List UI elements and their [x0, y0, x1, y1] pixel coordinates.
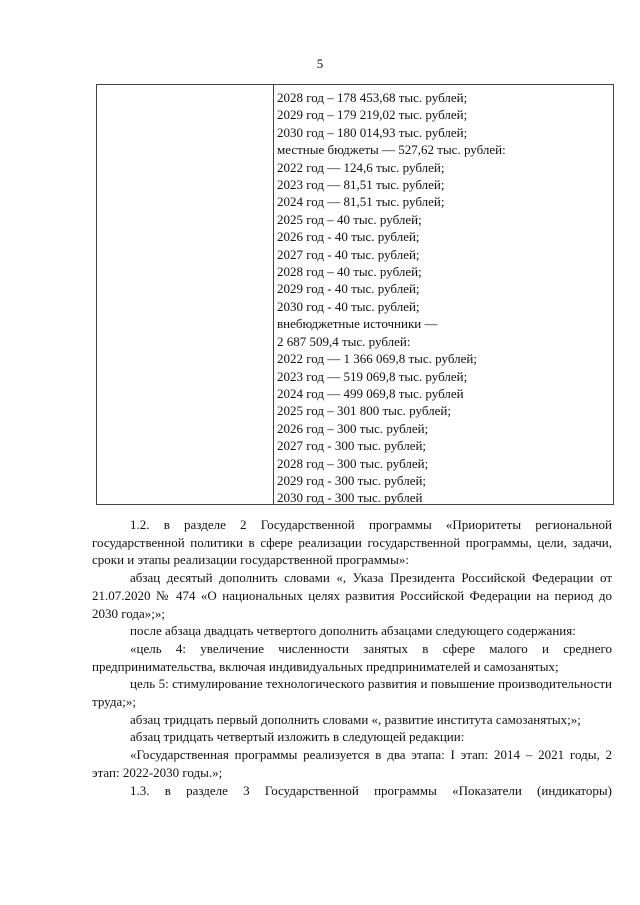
funding-line: 2023 год — 519 069,8 тыс. рублей; [277, 368, 468, 384]
funding-line: 2024 год — 499 069,8 тыс. рублей [277, 385, 464, 401]
funding-line: 2030 год – 180 014,93 тыс. рублей; [277, 124, 468, 140]
paragraph-stages: «Государственная программы реализуется в два этапа: I этап: 2014 – 2021 годы, 2 этап: 2022-2030 годы.»; [92, 747, 612, 780]
document-body [92, 516, 612, 799]
funding-line: 2030 год - 40 тыс. рублей; [277, 298, 420, 314]
paragraph-abzac-34: абзац тридцать четвертый изложить в следующей редакции: [130, 729, 465, 745]
funding-line: 2027 год - 40 тыс. рублей; [277, 246, 420, 262]
funding-line: 2028 год – 300 тыс. рублей; [277, 455, 429, 471]
funding-line: 2022 год — 1 366 069,8 тыс. рублей; [277, 351, 477, 367]
funding-line: 2028 год – 178 453,68 тыс. рублей; [277, 90, 468, 105]
funding-line: 2024 год — 81,51 тыс. рублей; [277, 194, 445, 210]
funding-line: 2029 год - 40 тыс. рублей; [277, 281, 420, 297]
funding-line: 2026 год - 40 тыс. рублей; [277, 229, 420, 245]
paragraph-section-2-heading: 1.2. в разделе 2 Государственной программы «Приоритеты региональной государственной политики в сфере реализации государственной программы, цели, задачи, сроки и этапы реализации государственной программы»: [92, 517, 612, 568]
funding-line: 2025 год – 301 800 тыс. рублей; [277, 403, 451, 419]
paragraph-goal-5: цель 5: стимулирование технологического развития и повышение производительности труда;»; [92, 676, 612, 710]
table-column-divider [273, 85, 274, 504]
funding-line: 2028 год – 40 тыс. рублей; [277, 264, 422, 280]
paragraph-abzac-10: абзац десятый дополнить словами «, Указа Президента Российской Федерации от 21.07.2020 № 474 «О национальных целях развития Российской Федерации на период до 2030 года»;»; [92, 570, 612, 621]
funding-line: 2027 год - 300 тыс. рублей; [277, 438, 427, 454]
funding-line: внебюджетные источники — [277, 316, 438, 332]
funding-line: местные бюджеты — 527,62 тыс. рублей: [277, 142, 506, 158]
funding-line: 2030 год - 300 тыс. рублей [277, 490, 423, 506]
funding-cell [277, 89, 609, 507]
paragraph-abzac-31: абзац тридцать первый дополнить словами «, развитие института самозанятых;»; [130, 711, 581, 727]
funding-line: 2023 год — 81,51 тыс. рублей; [277, 177, 445, 193]
funding-table [96, 84, 614, 505]
funding-line: 2 687 509,4 тыс. рублей: [277, 333, 411, 349]
funding-line: 2025 год – 40 тыс. рублей; [277, 211, 422, 227]
paragraph-after-abzac-24: после абзаца двадцать четвертого дополнить абзацами следующего содержания: [130, 623, 576, 639]
page-number: 5 [316, 56, 324, 71]
funding-line: 2022 год — 124,6 тыс. рублей; [277, 159, 445, 175]
paragraph-goal-4: «цель 4: увеличение численности занятых в сфере малого и среднего предпринимательства, включая индивидуальных предпринимателей и самозанятых; [92, 640, 612, 674]
funding-line: 2029 год - 300 тыс. рублей; [277, 472, 427, 488]
funding-line: 2029 год – 179 219,02 тыс. рублей; [277, 107, 468, 123]
paragraph-section-3: 1.3. в разделе 3 Государственной программы «Показатели (индикаторы) [130, 782, 612, 798]
funding-line: 2026 год – 300 тыс. рублей; [277, 420, 429, 436]
